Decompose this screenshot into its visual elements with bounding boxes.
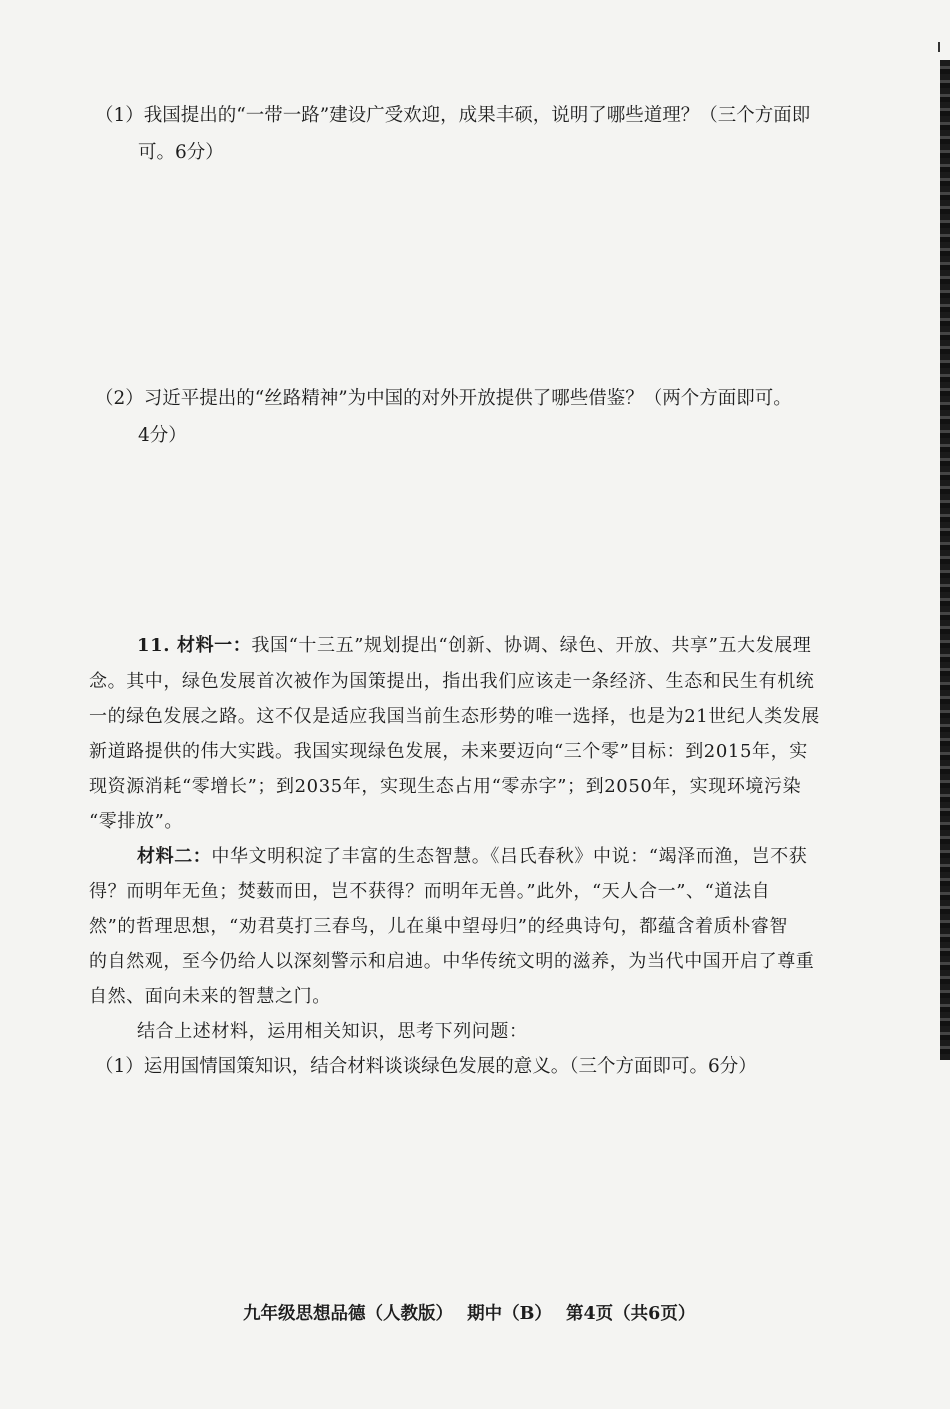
- material2-line: 的自然观，至今仍给人以深刻警示和启迪。中华传统文明的滋养，为当代中国开启了尊重: [89, 951, 815, 972]
- q1-line-1: （1）我国提出的“一带一路”建设广受欢迎，成果丰硕，说明了哪些道理？（三个方面即: [95, 105, 811, 126]
- material1-text: 我国“十三五”规划提出“创新、协调、绿色、开放、共享”五大发展理: [251, 635, 812, 656]
- material2-line: 得？而明年无鱼；焚薮而田，岂不获得？而明年无兽。”此外，“天人合一”、“道法自: [89, 881, 771, 902]
- material1-line: 现资源消耗“零增长”；到2035年，实现生态占用“零赤字”；到2050年，实现环境污染: [89, 776, 802, 797]
- material1-label: 11. 材料一：: [137, 635, 252, 656]
- material1-first-line: [137, 634, 811, 658]
- question-prompt: 结合上述材料，运用相关知识，思考下列问题：: [137, 1021, 528, 1042]
- material2-line: 然”的哲理思想，“劝君莫打三春鸟，儿在巢中望母归”的经典诗句，都蕴含着质朴睿智: [89, 916, 789, 937]
- q11-sub1: （1）运用国情国策知识，结合材料谈谈绿色发展的意义。（三个方面即可。6分）: [95, 1056, 757, 1077]
- scan-edge-mark: [938, 42, 940, 52]
- page-footer: 九年级思想品德（人教版） 期中（B） 第4页（共6页）: [243, 1304, 696, 1324]
- material2-text: 中华文明积淀了丰富的生态智慧。《吕氏春秋》中说：“竭泽而渔，岂不获: [211, 846, 808, 867]
- q2-line-2: 4分）: [138, 425, 187, 446]
- material1-line: 念。其中，绿色发展首次被作为国策提出，指出我们应该走一条经济、生态和民生有机统: [89, 671, 815, 692]
- q1-line-2: 可。6分）: [138, 142, 224, 163]
- scan-page-edge: [940, 60, 950, 1060]
- material2-label: 材料二：: [137, 846, 212, 867]
- material1-line: 一的绿色发展之路。这不仅是适应我国当前生态形势的唯一选择，也是为21世纪人类发展: [89, 706, 820, 727]
- material1-line: 新道路提供的伟大实践。我国实现绿色发展，未来要迈向“三个零”目标：到2015年，实: [89, 741, 808, 762]
- q2-line-1: （2）习近平提出的“丝路精神”为中国的对外开放提供了哪些借鉴？（两个方面即可。: [95, 388, 792, 409]
- material2-first-line: [137, 845, 807, 869]
- material1-line: “零排放”。: [89, 811, 184, 832]
- material2-line: 自然、面向未来的智慧之门。: [89, 986, 331, 1007]
